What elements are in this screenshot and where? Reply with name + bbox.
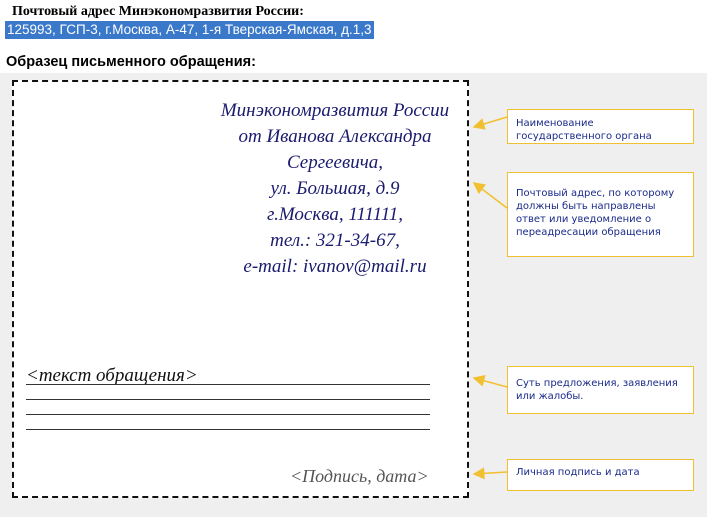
recipient-line: Минэкономразвития России (220, 100, 450, 121)
signature-date-placeholder: <Подпись, дата> (290, 466, 429, 486)
postal-address-selected-text[interactable]: 125993, ГСП-3, г.Москва, А-47, 1-я Тверская-Ямская, д.1,3 (7, 22, 372, 37)
sender-phone-line: тел.: 321-34-67, (270, 230, 400, 251)
sender-city-line: г.Москва, 111111, (266, 204, 404, 225)
sender-street-line: ул. Большая, д.9 (270, 178, 400, 199)
sender-patronymic-line: Сергеевича, (286, 152, 384, 173)
letter-body-placeholder: <текст обращения> (26, 365, 198, 386)
sender-name-line: от Иванова Александра (238, 126, 432, 147)
callout-arrow-signature (474, 472, 507, 474)
callout-arrow-address (474, 183, 507, 208)
callout-arrow-body (474, 378, 507, 387)
callout-postal-address: Почтовый адрес, по которому должны быть направлены ответ или уведомление о переадресации обращения (507, 172, 694, 257)
postal-address-heading: Почтовый адрес Минэкономразвития России: (12, 4, 304, 19)
callout-arrow-recipient (474, 117, 507, 127)
callout-recipient-name: Наименование государственного органа (507, 109, 694, 144)
callout-appeal-essence: Суть предложения, заявления или жалобы. (507, 366, 694, 414)
sample-letter-heading: Образец письменного обращения: (6, 54, 256, 70)
sender-email-line: e-mail: ivanov@mail.ru (243, 256, 427, 277)
callout-signature-date: Личная подпись и дата (507, 459, 694, 491)
